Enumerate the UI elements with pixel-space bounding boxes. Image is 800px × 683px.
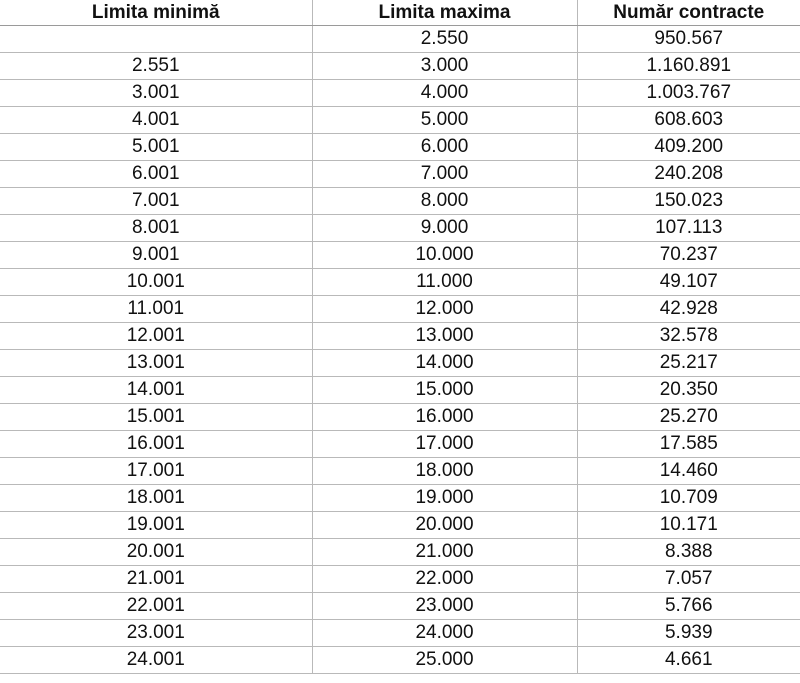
cell-contract-count: 107.113 — [577, 215, 800, 242]
header-max-limit: Limita maxima — [312, 0, 577, 26]
cell-max-limit: 3.000 — [312, 53, 577, 80]
cell-min-limit: 22.001 — [0, 593, 312, 620]
cell-contract-count: 8.388 — [577, 539, 800, 566]
table-row — [0, 431, 800, 458]
cell-contract-count: 1.160.891 — [577, 53, 800, 80]
cell-min-limit: 5.001 — [0, 134, 312, 161]
table-row — [0, 377, 800, 404]
table-row — [0, 323, 800, 350]
table-row — [0, 161, 800, 188]
cell-min-limit: 9.001 — [0, 242, 312, 269]
table-row — [0, 647, 800, 674]
cell-min-limit: 11.001 — [0, 296, 312, 323]
table-row — [0, 512, 800, 539]
cell-min-limit: 14.001 — [0, 377, 312, 404]
table-row — [0, 134, 800, 161]
cell-max-limit: 9.000 — [312, 215, 577, 242]
cell-max-limit: 10.000 — [312, 242, 577, 269]
table-row — [0, 107, 800, 134]
table-row — [0, 485, 800, 512]
cell-contract-count: 10.171 — [577, 512, 800, 539]
cell-max-limit: 4.000 — [312, 80, 577, 107]
header-min-limit: Limita minimă — [0, 0, 312, 26]
cell-min-limit: 15.001 — [0, 404, 312, 431]
table-row — [0, 593, 800, 620]
table-row — [0, 350, 800, 377]
cell-contract-count: 5.939 — [577, 620, 800, 647]
cell-max-limit: 16.000 — [312, 404, 577, 431]
cell-contract-count: 10.709 — [577, 485, 800, 512]
cell-min-limit: 7.001 — [0, 188, 312, 215]
cell-contract-count: 150.023 — [577, 188, 800, 215]
cell-contract-count: 42.928 — [577, 296, 800, 323]
cell-contract-count: 32.578 — [577, 323, 800, 350]
cell-contract-count: 608.603 — [577, 107, 800, 134]
cell-max-limit: 8.000 — [312, 188, 577, 215]
cell-max-limit: 12.000 — [312, 296, 577, 323]
cell-max-limit: 24.000 — [312, 620, 577, 647]
cell-contract-count: 5.766 — [577, 593, 800, 620]
cell-max-limit: 7.000 — [312, 161, 577, 188]
cell-max-limit: 5.000 — [312, 107, 577, 134]
cell-max-limit: 14.000 — [312, 350, 577, 377]
cell-min-limit: 13.001 — [0, 350, 312, 377]
cell-contract-count: 17.585 — [577, 431, 800, 458]
cell-min-limit: 10.001 — [0, 269, 312, 296]
table-row — [0, 296, 800, 323]
cell-min-limit: 4.001 — [0, 107, 312, 134]
cell-min-limit: 6.001 — [0, 161, 312, 188]
cell-min-limit: 16.001 — [0, 431, 312, 458]
cell-contract-count: 25.270 — [577, 404, 800, 431]
cell-contract-count: 409.200 — [577, 134, 800, 161]
table-row — [0, 215, 800, 242]
cell-max-limit: 15.000 — [312, 377, 577, 404]
cell-min-limit: 18.001 — [0, 485, 312, 512]
cell-min-limit: 8.001 — [0, 215, 312, 242]
table-row — [0, 566, 800, 593]
cell-max-limit: 18.000 — [312, 458, 577, 485]
header-contract-count: Număr contracte — [577, 0, 800, 26]
header-row — [0, 0, 800, 26]
table-row — [0, 242, 800, 269]
table-row — [0, 80, 800, 107]
cell-min-limit: 23.001 — [0, 620, 312, 647]
cell-contract-count: 20.350 — [577, 377, 800, 404]
cell-contract-count: 240.208 — [577, 161, 800, 188]
table-row — [0, 539, 800, 566]
cell-max-limit: 19.000 — [312, 485, 577, 512]
cell-min-limit: 20.001 — [0, 539, 312, 566]
table-row — [0, 269, 800, 296]
cell-min-limit: 12.001 — [0, 323, 312, 350]
cell-max-limit: 20.000 — [312, 512, 577, 539]
cell-max-limit: 13.000 — [312, 323, 577, 350]
table-row — [0, 620, 800, 647]
table-body — [0, 26, 800, 674]
table-row — [0, 188, 800, 215]
cell-contract-count: 25.217 — [577, 350, 800, 377]
table-row — [0, 26, 800, 53]
cell-contract-count: 70.237 — [577, 242, 800, 269]
cell-contract-count: 49.107 — [577, 269, 800, 296]
table-row — [0, 458, 800, 485]
cell-max-limit: 11.000 — [312, 269, 577, 296]
cell-max-limit: 2.550 — [312, 26, 577, 53]
cell-max-limit: 23.000 — [312, 593, 577, 620]
cell-contract-count: 4.661 — [577, 647, 800, 674]
cell-max-limit: 6.000 — [312, 134, 577, 161]
cell-min-limit: 17.001 — [0, 458, 312, 485]
cell-contract-count: 14.460 — [577, 458, 800, 485]
cell-max-limit: 17.000 — [312, 431, 577, 458]
table-row — [0, 53, 800, 80]
cell-contract-count: 1.003.767 — [577, 80, 800, 107]
cell-contract-count: 7.057 — [577, 566, 800, 593]
cell-min-limit: 3.001 — [0, 80, 312, 107]
cell-min-limit — [0, 26, 312, 53]
cell-min-limit: 2.551 — [0, 53, 312, 80]
cell-max-limit: 22.000 — [312, 566, 577, 593]
table-row — [0, 404, 800, 431]
cell-contract-count: 950.567 — [577, 26, 800, 53]
cell-min-limit: 19.001 — [0, 512, 312, 539]
cell-min-limit: 24.001 — [0, 647, 312, 674]
cell-min-limit: 21.001 — [0, 566, 312, 593]
table-header — [0, 0, 800, 26]
cell-max-limit: 21.000 — [312, 539, 577, 566]
cell-max-limit: 25.000 — [312, 647, 577, 674]
